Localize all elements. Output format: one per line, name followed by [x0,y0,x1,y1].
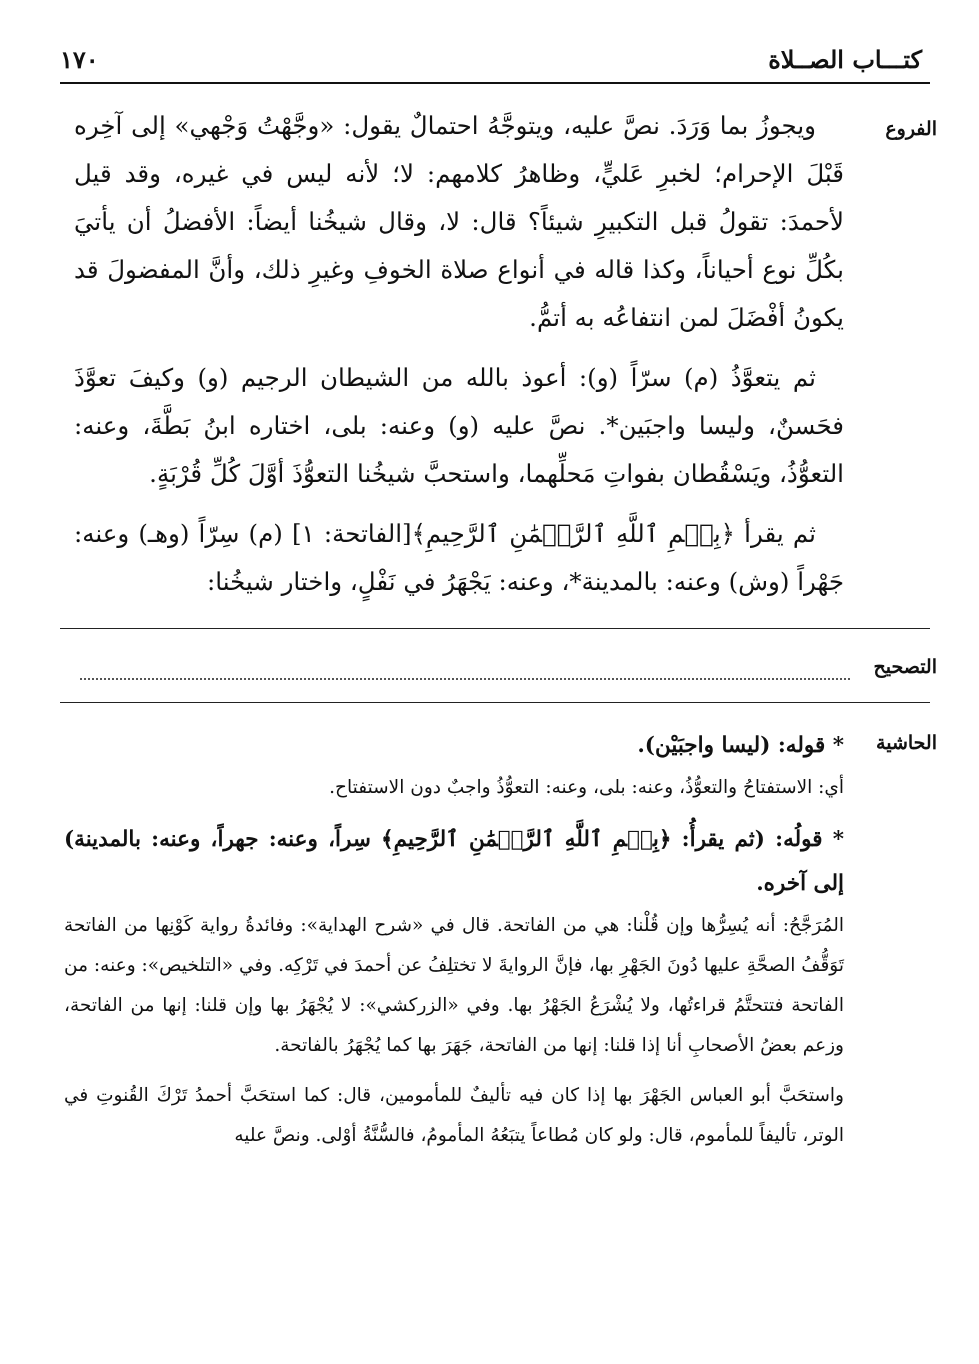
hashiya-comment-2: المُرَجَّحُ: أنه يُسِرُّها وإن قُلْنا: هي من الفاتحة. قال في «شرح الهداية»: وفائدةُ رواية كَوْنِها من الفاتحة تَوَقُّفُ الصحَّةِ عليها دُونَ الجَهْرِ بها، فإنَّ الروايةَ لا تختلِفُ عن أحمدَ في تَرْكِه. وفي «التلخيص»: وعنه: من الفاتحة فتتحتَّمُ قراءتُها، ولا يُشْرَعُ الجَهْرُ بها. وفي «الزركشي»: لا يُجْهَرُ بها وإن قلنا: إنها من الفاتحة، وزعم بعضُ الأصحابِ أنا إذا قلنا: إنها من الفاتحة، جَهَرَ بها كما يُجْهَرُ بالفاتحة. [64,915,844,1056]
tashih-label: التصحيح [873,656,937,678]
page-number: ١٧٠ [60,45,99,74]
hashiya-quote-2: * قولُه: (ثم يقرأُ: ﴿بِسۡمِ ٱللَّهِ ٱلرَّحۡمَٰنِ ٱلرَّحِيمِ﴾ سِراً، وعنه: جهراً، وعنه: بالمدينة) إلى آخره. [64,827,844,896]
main-paragraph-2: ثم يتعوَّذُ (م) سرّاً (و): أعوذ بالله من الشيطان الرجيم (و) وكيفَ تعوَّذَ فحَسنٌ، وليسا واجبَين*. نصَّ عليه (و) وعنه: بلى، اختاره ابنُ بَطَّةَ، وعنه: التعوُّذُ، ويَسْقُطان بفواتِ مَحلِّهما، واستحبَّ شيخُنا التعوُّذَ أوَّلَ كُلِّ قُرْبَةٍ. [74,363,844,488]
page-header [60,40,922,74]
main-text [74,102,844,618]
hashiya-label: الحاشية [876,732,937,754]
section-rule-top [60,628,930,629]
main-paragraph-3: ثم يقرأ ﴿بِسۡمِ ٱللَّهِ ٱلرَّحۡمَٰنِ ٱلرَّحِيمِ﴾[الفاتحة: ١] (م) سِرّاً (وهـ) وعنه: جَهْراً (وش) وعنه: بالمدينة*، وعنه: يَجْهَرُ في نَفْلٍ، واختار شيخُنا: [74,519,844,596]
book-title: كتـــاب الصــلاة [768,45,922,74]
hashiya-comment-3: واستحَبَّ أبو العباس الجَهْرَ بها إذا كان فيه تأليفٌ للمأمومين، قال: كما استحَبَّ أحمدُ تَرْكَ القُنوتِ في الوتر، تأليفاً للمأموم، قال: ولو كان مُطاعاً يتبَعُهُ المأمومُ، فالسُّنَّةُ أوْلى. ونصَّ عليه [64,1085,844,1146]
section-rule-bottom [60,702,930,703]
furu-label: الفروع [885,118,937,140]
header-rule [60,82,930,84]
hashiya-comment-1: أي: الاستفتاحُ والتعوُّذُ، وعنه: بلى، وعنه: التعوُّذُ واجبٌ دون الاستفتاح. [329,777,844,798]
tashih-dotted-line [80,658,850,680]
main-paragraph-1: ويجوزُ بما وَرَدَ. نصَّ عليه، ويتوجَّهُ احتمالٌ يقول: «وجَّهْتُ وَجْهي» إلى آخِره قَبْلَ الإحرام؛ لخبرِ عَليٍّ، وظاهرُ كلامهم: لا؛ لأنه ليس في غيره، وقد قيل لأحمدَ: تقولُ قبل التكبيرِ شيئاً؟ قال: لا، وقال شيخُنا أيضاً: الأفضلُ أن يأتيَ بكُلِّ نوع أحياناً، وكذا قاله في أنواع صلاة الخوفِ وغيرِ ذلك، وأنَّ المفضولَ قد يكونُ أفْضَلَ لمن انتفاعُه به أتمُّ. [74,111,844,332]
hashiya-quote-1: * قوله: (ليسا واجبَيْن). [637,733,844,758]
hashiya-text [64,724,844,1166]
